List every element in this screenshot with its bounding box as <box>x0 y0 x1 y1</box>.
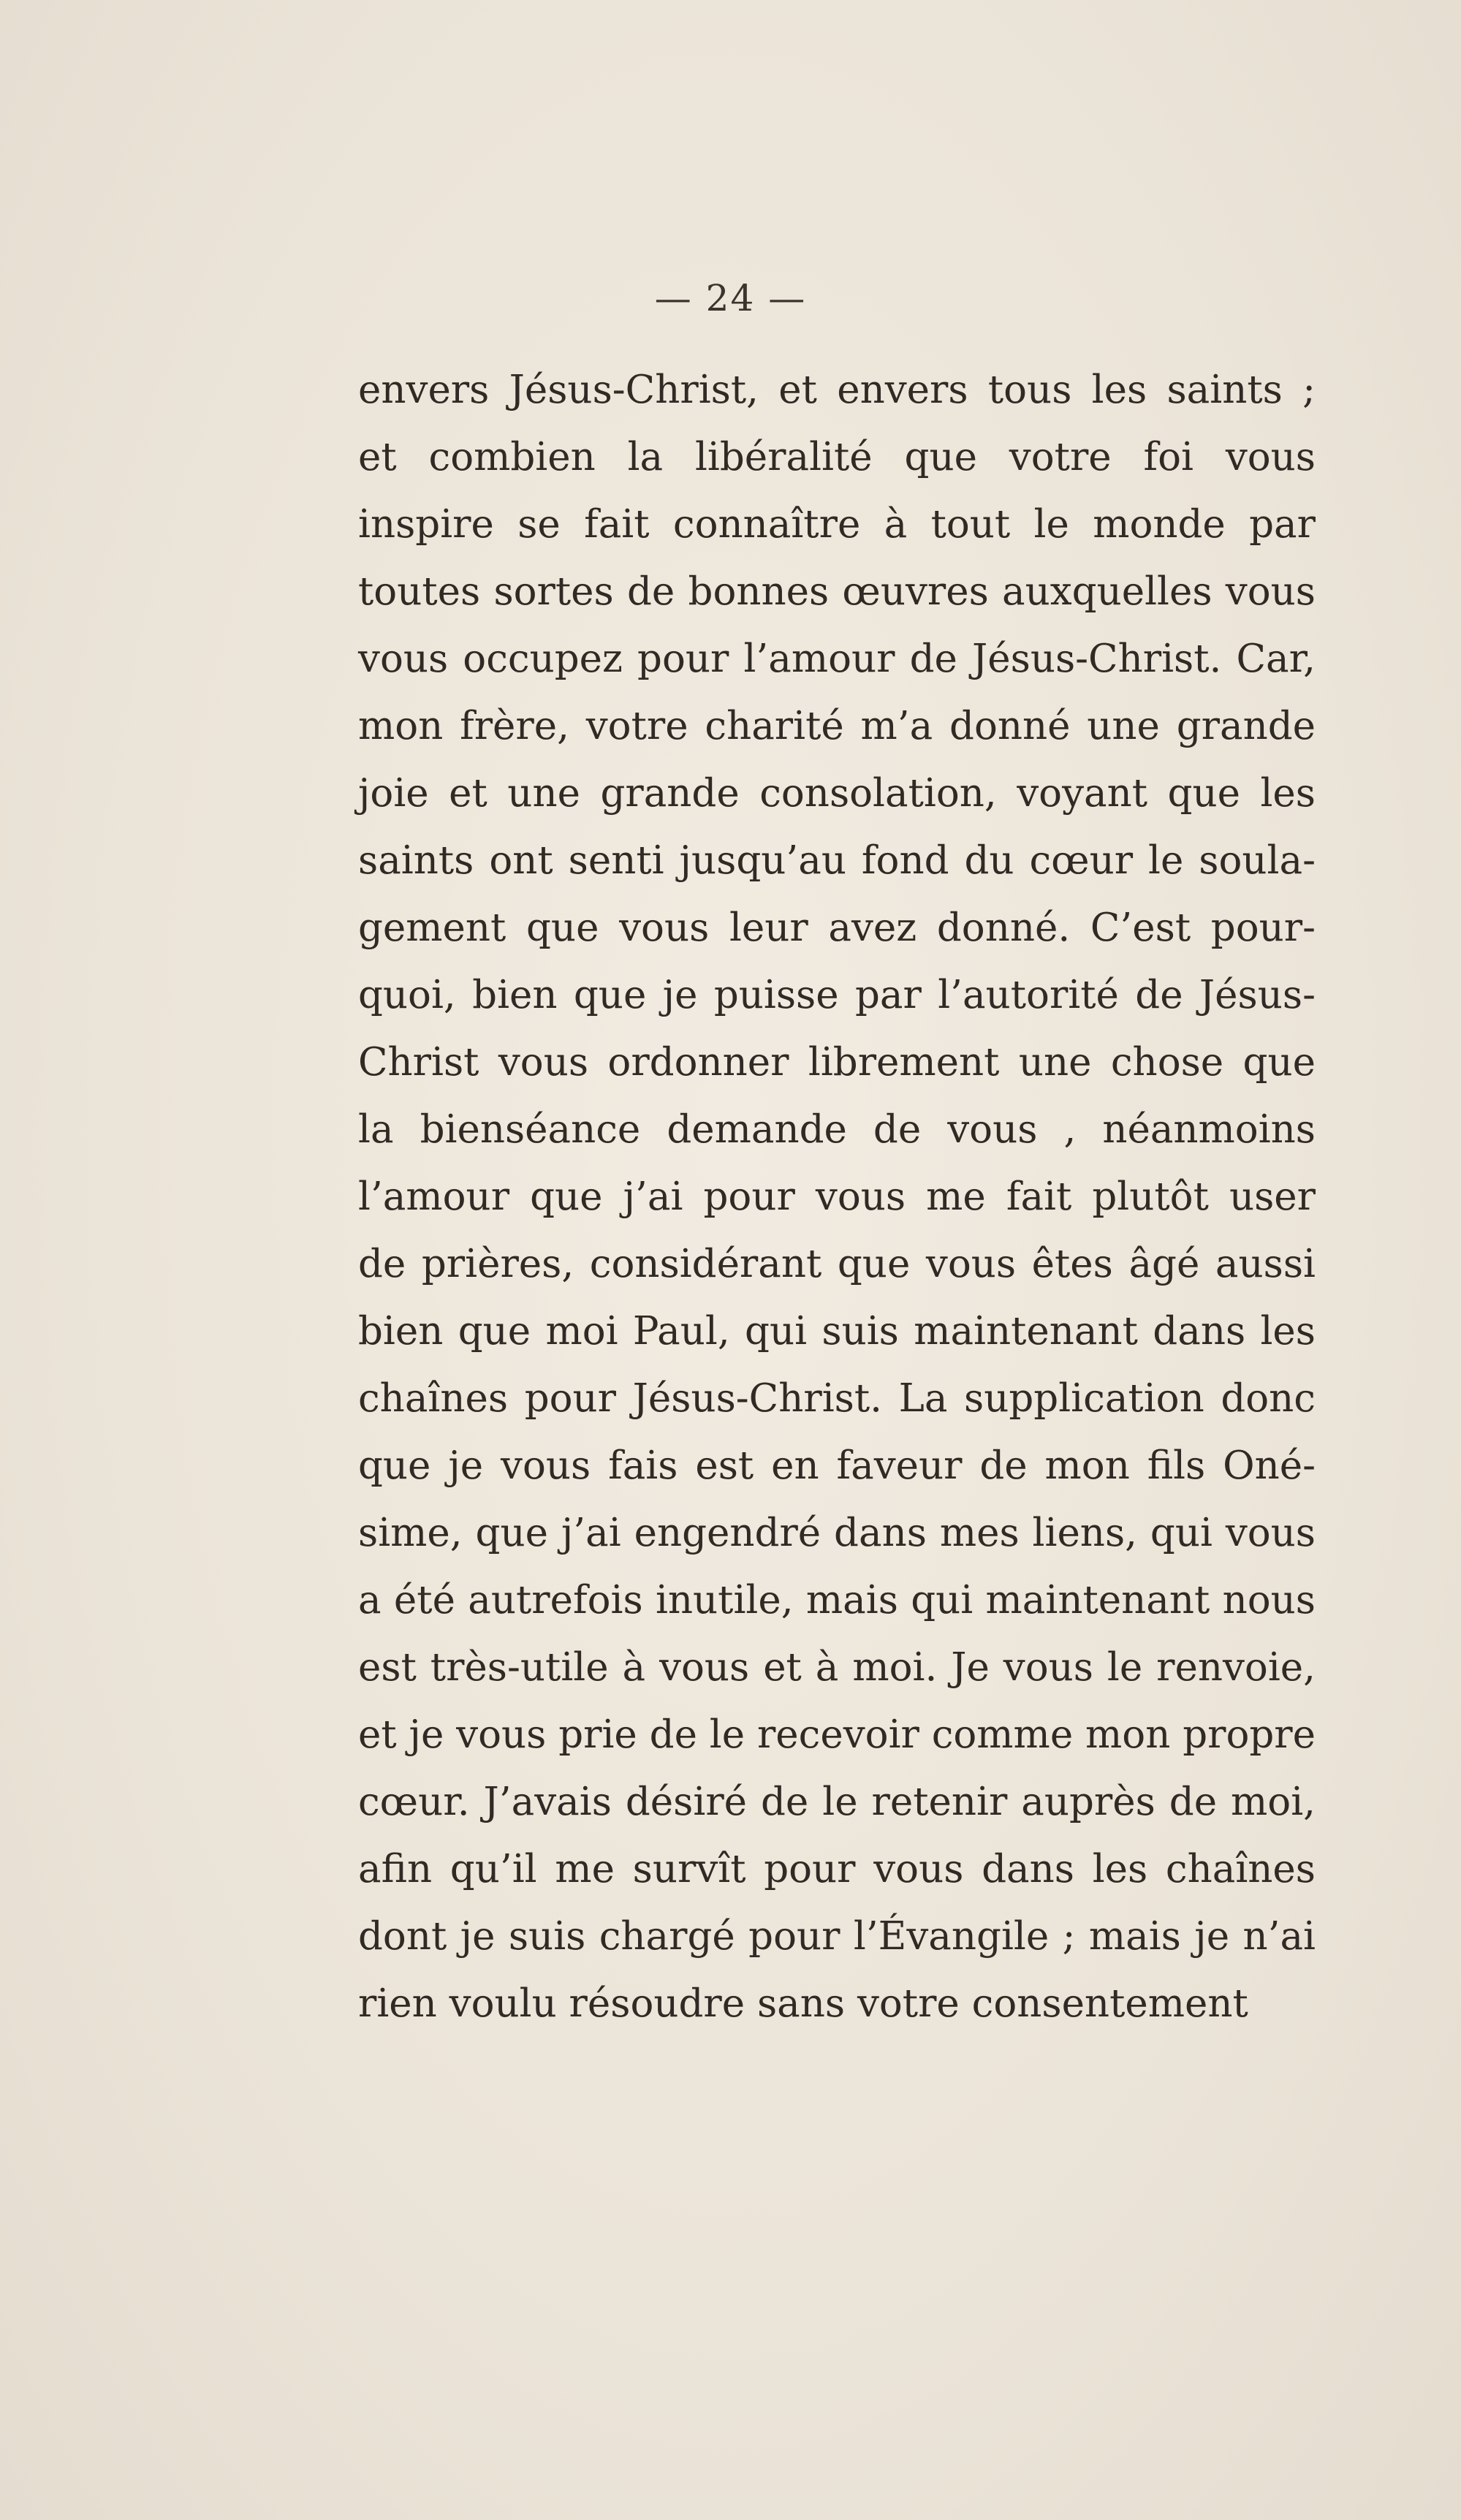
text-line: et je vous prie de le recevoir comme mon propre <box>358 1712 1316 1757</box>
text-line: gement que vous leur avez donné. C’est pour- <box>358 906 1316 950</box>
text-line: est très-utile à vous et à moi. Je vous le renvoie, <box>358 1645 1316 1690</box>
text-line: toutes sortes de bonnes œuvres auxquelles vous <box>358 569 1316 614</box>
text-line: dont je suis chargé pour l’Évangile ; mais je n’ai <box>358 1914 1316 1959</box>
text-line: envers Jésus-Christ, et envers tous les saints ; <box>358 368 1316 412</box>
text-line: et combien la libéralité que votre foi vous <box>358 435 1316 479</box>
text-line: cœur. J’avais désiré de le retenir auprès de moi, <box>358 1780 1316 1824</box>
text-line: saints ont senti jusqu’au fond du cœur le soula- <box>358 838 1316 883</box>
text-line: mon frère, votre charité m’a donné une grande <box>358 704 1316 748</box>
text-line: de prières, considérant que vous êtes âgé aussi <box>358 1242 1316 1286</box>
text-line: vous occupez pour l’amour de Jésus-Christ. Car, <box>358 637 1316 681</box>
page-number: — 24 — <box>654 277 807 319</box>
text-line: la bienséance demande de vous , néanmoins <box>358 1107 1316 1152</box>
text-line: afin qu’il me survît pour vous dans les chaînes <box>358 1847 1316 1891</box>
text-line: Christ vous ordonner librement une chose que <box>358 1040 1316 1085</box>
text-line: que je vous fais est en faveur de mon fils Oné- <box>358 1443 1316 1488</box>
text-line: inspire se fait connaître à tout le monde par <box>358 502 1316 547</box>
text-line: l’amour que j’ai pour vous me fait plutôt user <box>358 1174 1316 1219</box>
text-line: joie et une grande consolation, voyant que les <box>358 771 1316 816</box>
text-line: sime, que j’ai engendré dans mes liens, qui vous <box>358 1511 1316 1555</box>
text-line: bien que moi Paul, qui suis maintenant dans les <box>358 1309 1316 1354</box>
text-line: a été autrefois inutile, mais qui maintenant nous <box>358 1578 1316 1623</box>
text-line: quoi, bien que je puisse par l’autorité de Jésus- <box>358 973 1316 1017</box>
text-line: rien voulu résoudre sans votre consentement <box>358 1981 1248 2026</box>
text-line: chaînes pour Jésus-Christ. La supplication donc <box>358 1376 1316 1421</box>
body-text <box>358 357 1316 2038</box>
